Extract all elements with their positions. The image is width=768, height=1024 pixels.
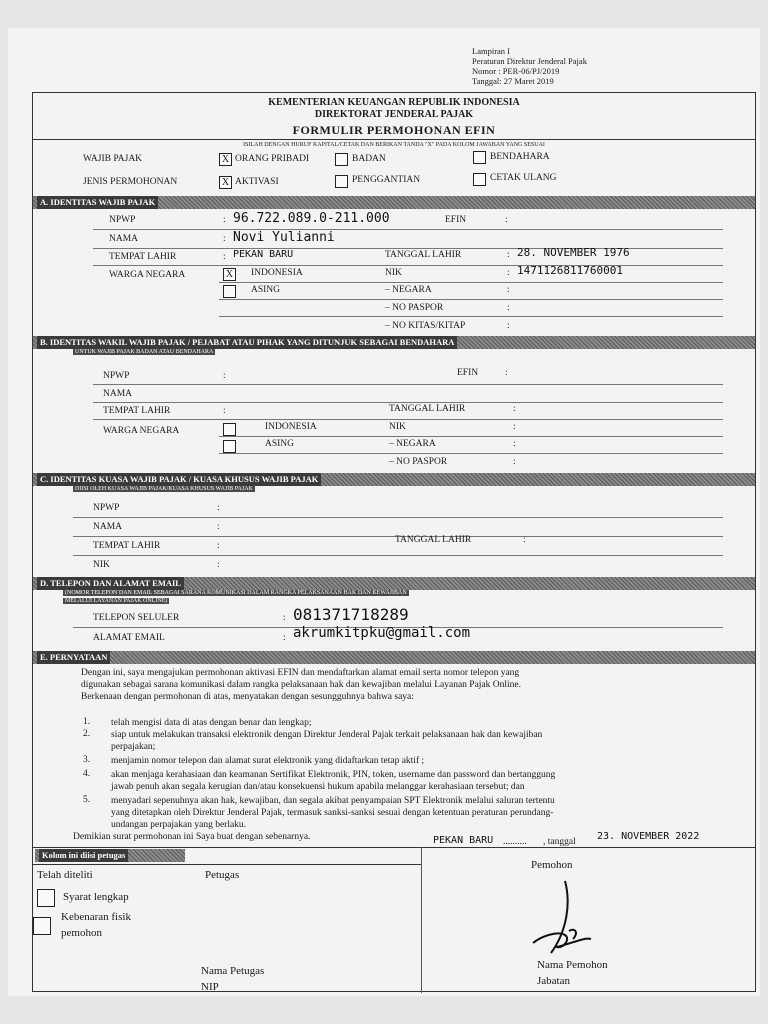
checkbox-b-indonesia[interactable] <box>223 423 236 436</box>
kebenaran-fisik-label: Kebenaran fisik <box>61 911 131 923</box>
place-value[interactable]: PEKAN BARU <box>433 835 494 846</box>
b-indonesia-label: INDONESIA <box>265 422 317 432</box>
option-cetak-ulang: CETAK ULANG <box>490 173 557 183</box>
a-negara-label: – NEGARA <box>385 285 432 295</box>
section-c-header <box>33 473 755 486</box>
section-d-header <box>33 577 755 590</box>
pernyataan-intro-2: digunakan sebagai sarana komunikasi dalam rangka pelaksanaan hak dan kewajiban melalui Layanan Pajak Online. <box>81 680 522 690</box>
a-npwp-value[interactable]: 96.722.089.0-211.000 <box>233 211 390 226</box>
pernyataan-item: siap untuk melakukan transaksi elektronik dengan Direktur Jenderal Pajak terkait pelaksanaan hak dan kewajiban <box>111 730 543 740</box>
a-nama-value[interactable]: Novi Yulianni <box>233 230 335 245</box>
section-d-subtitle-2: MELALUI LAYANAN PAJAK ONLINE) <box>65 598 168 604</box>
section-c-title: C. IDENTITAS KUASA WAJIB PAJAK / KUASA KHUSUS WAJIB PAJAK <box>37 473 321 486</box>
section-a-title: A. IDENTITAS WAJIB PAJAK <box>37 196 158 209</box>
pemohon-label: Pemohon <box>531 859 573 871</box>
a-npwp-label: NPWP <box>109 215 136 225</box>
checkbox-badan[interactable] <box>335 153 348 166</box>
checkbox-aktivasi[interactable]: X <box>219 176 232 189</box>
option-bendahara: BENDAHARA <box>490 152 550 162</box>
checkbox-penggantian[interactable] <box>335 175 348 188</box>
b-tempat-lahir-label: TEMPAT LAHIR <box>103 406 171 416</box>
tanggal-label: , tanggal <box>543 837 576 847</box>
a-tanggal-lahir-value[interactable]: 28. NOVEMBER 1976 <box>517 246 630 259</box>
section-c-subtitle: DIISI OLEH KUASA WAJIB PAJAK/KUASA KHUSUS WAJIB PAJAK <box>75 486 253 492</box>
form-title: FORMULIR PERMOHONAN EFIN <box>292 123 496 137</box>
b-nama-label: NAMA <box>103 389 133 399</box>
b-paspor-label: – NO PASPOR <box>389 457 448 467</box>
lampiran-line: Peraturan Direktur Jenderal Pajak <box>472 56 587 66</box>
checkbox-a-indonesia[interactable]: X <box>223 268 236 281</box>
petugas-label: Petugas <box>205 869 240 881</box>
option-aktivasi: AKTIVASI <box>235 177 279 187</box>
wajib-pajak-label: WAJIB PAJAK <box>83 154 143 164</box>
pernyataan-item: menjamin nomor telepon dan alamat surat elektronik yang didaftarkan tetap aktif ; <box>111 756 425 766</box>
a-indonesia-label: INDONESIA <box>251 268 303 278</box>
checkbox-kebenaran-fisik[interactable] <box>33 917 51 935</box>
lampiran-line: Nomor : PER-06/PJ/2019 <box>472 66 560 76</box>
c-tempat-lahir-label: TEMPAT LAHIR <box>93 541 161 551</box>
pernyataan-item: telah mengisi data di atas dengan benar dan lengkap; <box>111 718 312 728</box>
option-badan: BADAN <box>352 154 386 164</box>
pernyataan-closing: Demikian surat permohonan ini Saya buat dengan sebenarnya. <box>73 832 311 842</box>
tanggal-value[interactable]: 23. NOVEMBER 2022 <box>597 831 700 842</box>
checkbox-orang-pribadi[interactable]: X <box>219 153 232 166</box>
checkbox-syarat-lengkap[interactable] <box>37 889 55 907</box>
a-efin-label: EFIN <box>445 215 467 225</box>
checkbox-bendahara[interactable] <box>473 151 486 164</box>
nip-label: NIP <box>201 981 219 993</box>
ministry-name: KEMENTERIAN KEUANGAN REPUBLIK INDONESIA <box>268 97 520 108</box>
pernyataan-intro-1: Dengan ini, saya mengajukan permohonan aktivasi EFIN dan mendaftarkan alamat email serta nomor telepon yang <box>81 668 520 678</box>
pernyataan-intro-3: Berkenaan dengan permohonan di atas, menyatakan dengan sesungguhnya bahwa saya: <box>81 692 414 702</box>
section-b-title: B. IDENTITAS WAKIL WAJIB PAJAK / PEJABAT ATAU PIHAK YANG DITUNJUK SEBAGAI BENDAHARA <box>37 336 457 349</box>
a-tanggal-lahir-label: TANGGAL LAHIR <box>385 250 462 260</box>
directorate-name: DIREKTORAT JENDERAL PAJAK <box>314 109 474 120</box>
b-asing-label: ASING <box>265 439 295 449</box>
nama-pemohon-label: Nama Pemohon <box>537 959 608 971</box>
c-npwp-label: NPWP <box>93 503 120 513</box>
form-instruction: ISILAH DENGAN HURUF KAPITAL/CETAK DAN BERIKAN TANDA "X" PADA KOLOM JAWABAN YANG SESUAI <box>243 142 545 148</box>
c-tanggal-lahir-label: TANGGAL LAHIR <box>395 535 472 545</box>
c-nik-label: NIK <box>93 560 110 570</box>
petugas-header <box>35 849 185 862</box>
a-paspor-label: – NO PASPOR <box>385 303 444 313</box>
section-e-title: E. PERNYATAAN <box>37 651 110 664</box>
lampiran-line: Lampiran I <box>472 46 510 56</box>
lampiran-line: Tanggal: 27 Maret 2019 <box>472 76 554 86</box>
b-nik-label: NIK <box>389 422 406 432</box>
email-value[interactable]: akrumkitpku@gmail.com <box>293 625 471 641</box>
checkbox-cetak-ulang[interactable] <box>473 173 486 186</box>
b-npwp-label: NPWP <box>103 371 130 381</box>
b-negara-label: – NEGARA <box>389 439 436 449</box>
a-nik-label: NIK <box>385 268 402 278</box>
option-penggantian: PENGGANTIAN <box>352 175 421 185</box>
telepon-value[interactable]: 081371718289 <box>293 605 409 624</box>
a-tempat-lahir-value[interactable]: PEKAN BARU <box>233 249 294 260</box>
section-b-subtitle: UNTUK WAJIB PAJAK BADAN ATAU BENDAHARA <box>75 349 214 355</box>
pernyataan-item: menyadari sepenuhnya akan hak, kewajiban, dan segala akibat penyampaian SPT Elektronik melalui saluran tertentu <box>111 796 555 806</box>
pernyataan-item: akan menjaga kerahasiaan dan keamanan Sertifikat Elektronik, PIN, token, username dan password dan bertanggung <box>111 770 556 780</box>
section-d-subtitle-1: (NOMOR TELEPON DAN EMAIL SEBAGAI SARANA KOMUNIKASI DALAM RANGKA PELAKSANAAN HAK DAN KEWAJIBAN <box>65 590 407 596</box>
syarat-lengkap-label: Syarat lengkap <box>63 891 129 903</box>
pemohon-fisik-label: pemohon <box>61 927 102 939</box>
a-nama-label: NAMA <box>109 234 139 244</box>
section-a-header <box>33 196 755 209</box>
a-tempat-lahir-label: TEMPAT LAHIR <box>109 252 177 262</box>
checkbox-a-asing[interactable] <box>223 285 236 298</box>
b-warga-negara-label: WARGA NEGARA <box>103 426 180 436</box>
efin-form: KEMENTERIAN KEUANGAN REPUBLIK INDONESIA DIREKTORAT JENDERAL PAJAK FORMULIR PERMOHONAN EFIN ISILAH DENGAN HURUF KAPITAL/CETAK DAN BERIKAN TANDA "X" PADA KOLOM JAWABAN YANG SESUAI WAJIB PAJAK X ORANG PRIBADI BADAN BENDAHARA JENIS PERMOHONAN X AKTIVASI PENGGANTIAN CETAK ULANG A. IDENTITAS WAJIB PAJAK NPWP : 96.722.089.0-211.000 EFIN : NAMA : Novi Yulianni TEMPAT LAHIR : PEKAN BARU TANGGAL LAHIR : 28. NOVEMBER 1976 WARGA NEGARA X INDONESIA NIK : 1471126811760001 ASING – NEGARA : – NO PASPOR : – NO KITAS/KITAP : B. IDENTITAS WAKIL WAJIB PAJAK / PEJABAT ATAU PIHAK YANG DITUNJUK SEBAGAI BENDAHARA UNTUK WAJIB PAJAK BADAN ATAU BENDAHARA NPWP : EFIN : NAMA TEMPAT LAHIR : TANGGAL LAHIR : WARGA NEGARA INDONESIA NIK : ASING – NEGARA : – NO PASPOR : C. IDENTITAS KUASA WAJIB PAJAK / KUASA KHUSUS WAJIB PAJAK DIISI OLEH KUASA WAJIB PAJAK/KUASA KHUSUS WAJIB PAJAK NPWP : NAMA : TEMPAT LAHIR : TANGGAL LAHIR : NIK : D. TELEPON DAN ALAMAT EMAIL (NOMOR TELEPON DAN EMAIL SEBAGAI SARANA KOMUNIKASI DALAM RANGKA PELAKSANAAN HAK DAN KEWAJIBAN MELALUI LAYANAN PAJAK ONLINE) TELEPON SELULER : 081371718289 ALAMAT EMAIL : akrumkitpku@gmail.com E. PERNYATAAN Dengan ini, saya mengajukan permohonan aktivasi EFIN dan mendaftarkan alamat email serta nomor telepon yang digunakan sebagai sarana komunikasi dalam rangka pelaksanaan hak dan kewajiban melalui Layanan Pajak Online. Berkenaan dengan permohonan di atas, menyatakan dengan sesungguhnya bahwa saya: 1. telah mengisi data di atas dengan benar dan lengkap; 2. siap untuk melakukan transaksi elektronik dengan Direktur Jenderal Pajak terkait pelaksanaan hak dan kewajiban perpajakan; 3. menjamin nomor telepon dan alamat surat elektronik yang didaftarkan tetap aktif ; 4. akan menjaga kerahasiaan dan keamanan Sertifikat Elektronik, PIN, token, username dan password dan bertanggung jawab penuh akan segala kerugian dan/atau konsekuensi hukum apabila melanggar kerahasiaan tersebut; dan 5. menyadari sepenuhnya akan hak, kewajiban, dan segala akibat penyampaian SPT Elektronik melalui saluran tertentu yang ditetapkan oleh Direktur Jenderal Pajak, termasuk sanksi-sanksi sesuai dengan ketentuan peraturan perundang- undangan perpajakan yang berlaku. Demikian surat permohonan ini Saya buat dengan sebenarnya. PEKAN BARU .......... , tanggal 23. NOVEMBER 2022 Kolom ini diisi petugas Telah diteliti Petugas Syarat lengkap Kebenaran fisik pemohon Nama Petugas NIP Pemohon Nama Pemohon Jabatan <box>32 92 756 992</box>
telepon-label: TELEPON SELULER <box>93 613 180 623</box>
a-warga-negara-label: WARGA NEGARA <box>109 270 186 280</box>
email-label: ALAMAT EMAIL <box>93 633 165 643</box>
a-kitas-label: – NO KITAS/KITAP <box>385 321 466 331</box>
b-tanggal-lahir-label: TANGGAL LAHIR <box>389 404 466 414</box>
checkbox-b-asing[interactable] <box>223 440 236 453</box>
signature-image <box>513 873 623 963</box>
section-e-header <box>33 651 755 664</box>
lampiran-block <box>472 46 587 86</box>
option-orang-pribadi: ORANG PRIBADI <box>235 154 310 164</box>
b-efin-label: EFIN <box>457 368 479 378</box>
telah-diteliti-label: Telah diteliti <box>37 869 93 881</box>
section-d-title: D. TELEPON DAN ALAMAT EMAIL <box>37 577 184 590</box>
a-nik-value[interactable]: 1471126811760001 <box>517 264 623 277</box>
a-asing-label: ASING <box>251 285 281 295</box>
nama-petugas-label: Nama Petugas <box>201 965 265 977</box>
jabatan-label: Jabatan <box>537 975 570 987</box>
jenis-permohonan-label: JENIS PERMOHONAN <box>83 177 178 187</box>
c-nama-label: NAMA <box>93 522 123 532</box>
petugas-header-label: Kolom ini diisi petugas <box>39 849 128 862</box>
section-b-header <box>33 336 755 349</box>
